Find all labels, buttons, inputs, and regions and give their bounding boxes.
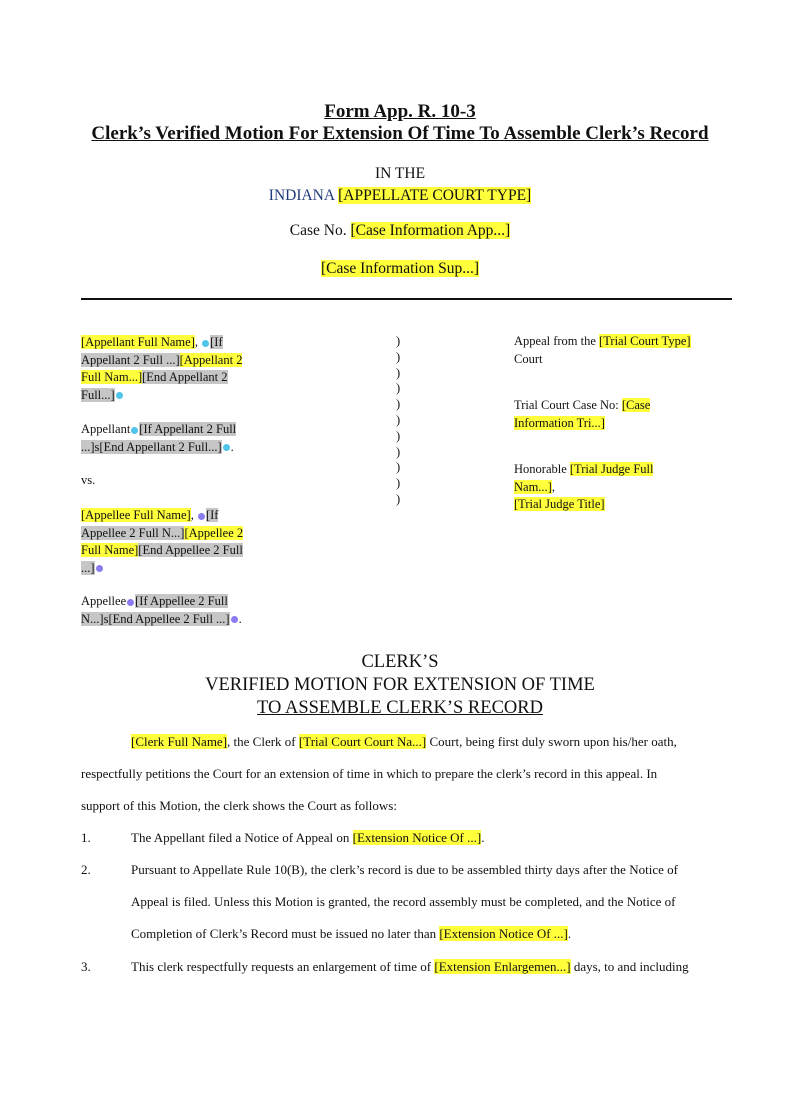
court-line bbox=[0, 187, 800, 205]
if-appellant2-field[interactable]: [If bbox=[210, 335, 223, 349]
paren: ) bbox=[396, 365, 401, 380]
trial-case-label: Trial Court Case No: bbox=[514, 398, 619, 412]
form-title-line2: Clerk’s Verified Motion For Extension Of Time To Assemble Clerk’s Record bbox=[91, 123, 709, 144]
cyan-marker-icon bbox=[223, 444, 230, 451]
paren: ) bbox=[396, 476, 401, 491]
purple-marker-icon bbox=[231, 616, 238, 623]
end-appellant2-s-field[interactable]: [End Appellant 2 Full...] bbox=[99, 439, 222, 454]
item-text: The Appellant filed a Notice of Appeal on bbox=[131, 830, 350, 845]
indiana-label: INDIANA bbox=[268, 187, 335, 204]
if-appellant2-s-field[interactable]: [If Appellant 2 Full bbox=[139, 422, 237, 436]
paren: ) bbox=[396, 334, 401, 348]
trial-case-block bbox=[514, 397, 729, 432]
item-number: 1. bbox=[81, 830, 91, 845]
case-no-label: Case No. bbox=[289, 222, 347, 239]
appellant-label-block bbox=[81, 421, 269, 456]
item-1 bbox=[131, 822, 732, 854]
heading-line3-text: TO ASSEMBLE CLERK’S RECORD bbox=[257, 698, 543, 718]
item-text: days, to and including bbox=[573, 959, 689, 974]
end-appellant2-field-cont[interactable]: Full...] bbox=[81, 387, 115, 402]
caption-parens bbox=[396, 334, 400, 508]
clerk-name-field[interactable]: [Clerk Full Name] bbox=[131, 734, 228, 749]
paren: ) bbox=[396, 412, 401, 427]
period: . bbox=[567, 926, 572, 941]
paren: ) bbox=[396, 444, 401, 459]
appellee2-name-field-cont[interactable]: Full Name] bbox=[81, 543, 139, 557]
court-type-field[interactable]: [APPELLATE COURT TYPE] bbox=[338, 187, 532, 204]
heading-line2: VERIFIED MOTION FOR EXTENSION OF TIME bbox=[205, 675, 595, 695]
case-info-app-field[interactable]: [Case Information App...] bbox=[350, 222, 511, 239]
in-the-label: IN THE bbox=[374, 165, 426, 182]
appellee-label-block bbox=[81, 593, 269, 628]
end-appellant2-field[interactable]: [End Appellant 2 bbox=[142, 370, 228, 384]
appeal-from-block bbox=[514, 333, 729, 368]
cyan-marker-icon bbox=[202, 340, 209, 347]
judge-block bbox=[514, 461, 729, 514]
if-appellant2-field-cont[interactable]: Appellant 2 Full ...] bbox=[81, 352, 180, 367]
item-text: This clerk respectfully requests an enlargement of time of bbox=[131, 959, 432, 974]
purple-marker-icon bbox=[127, 599, 134, 606]
case-info-sup-field[interactable]: [Case Information Sup...] bbox=[321, 260, 479, 277]
intro-paragraph bbox=[81, 726, 732, 822]
appellee-label: Appellee bbox=[81, 594, 127, 608]
item-3 bbox=[131, 951, 732, 983]
form-title-line1: Form App. R. 10-3 bbox=[324, 101, 476, 122]
end-appellee2-field-cont[interactable]: ...] bbox=[81, 560, 95, 575]
cyan-marker-icon bbox=[116, 392, 123, 399]
comma: , bbox=[551, 479, 555, 494]
appellee-full-name-field[interactable]: [Appellee Full Name] bbox=[81, 508, 191, 522]
paren: ) bbox=[396, 460, 401, 475]
end-appellee2-s-field[interactable]: [End Appellee 2 Full ...] bbox=[108, 611, 230, 626]
purple-marker-icon bbox=[96, 565, 103, 572]
paren: ) bbox=[396, 397, 401, 412]
intro-line3: support of this Motion, the clerk shows the Court as follows: bbox=[81, 798, 397, 813]
appellee-block bbox=[81, 507, 269, 577]
item-text: Completion of Clerk’s Record must be issued no later than bbox=[131, 926, 437, 941]
header-divider bbox=[81, 298, 732, 300]
paren: ) bbox=[396, 428, 401, 443]
if-appellee2-field-cont[interactable]: Appellee 2 Full N...] bbox=[81, 525, 185, 540]
honorable-label: Honorable bbox=[514, 462, 567, 476]
appellant-full-name-field[interactable]: [Appellant Full Name] bbox=[81, 335, 195, 349]
heading-line3 bbox=[0, 697, 800, 720]
period: . bbox=[230, 439, 234, 454]
appellant2-name-field[interactable]: [Appellant 2 bbox=[179, 352, 243, 367]
paren: ) bbox=[396, 491, 401, 506]
period: . bbox=[238, 611, 242, 626]
period: . bbox=[481, 830, 485, 845]
cyan-marker-icon bbox=[131, 427, 138, 434]
item-2-line3 bbox=[131, 918, 732, 950]
extension-enlargement-field[interactable]: [Extension Enlargemen...] bbox=[434, 959, 571, 974]
comma: , bbox=[190, 508, 194, 522]
extension-notice-field[interactable]: [Extension Notice Of ...] bbox=[439, 926, 568, 941]
item-number: 3. bbox=[81, 959, 91, 974]
intro-text: , the Clerk of bbox=[227, 734, 296, 749]
case-info-tri-field-cont[interactable]: Information Tri...] bbox=[514, 415, 605, 430]
case-sup-line bbox=[0, 260, 800, 278]
paren: ) bbox=[396, 349, 401, 364]
court-label: Court bbox=[514, 351, 543, 366]
case-number-line bbox=[0, 222, 800, 240]
if-appellant2-s-field-cont[interactable]: ...]s bbox=[81, 439, 100, 454]
comma: , bbox=[194, 335, 198, 349]
purple-marker-icon bbox=[198, 513, 205, 520]
item-2-line2: Appeal is filed. Unless this Motion is granted, the record assembly must be completed, and the Notice of bbox=[131, 894, 676, 909]
trial-court-type-field[interactable]: [Trial Court Type] bbox=[599, 334, 691, 348]
item-number: 2. bbox=[81, 862, 91, 877]
trial-judge-title-field[interactable]: [Trial Judge Title] bbox=[514, 497, 605, 511]
trial-judge-name-field[interactable]: [Trial Judge Full bbox=[569, 462, 654, 476]
if-appellee2-s-field[interactable]: [If Appellee 2 Full bbox=[135, 594, 228, 608]
appellant2-name-field-cont[interactable]: Full Nam...] bbox=[81, 370, 143, 384]
vs-label: vs. bbox=[81, 473, 96, 487]
extension-notice-field[interactable]: [Extension Notice Of ...] bbox=[352, 830, 482, 845]
trial-judge-name-field-cont[interactable]: Nam...] bbox=[514, 479, 552, 494]
appellant-label: Appellant bbox=[81, 422, 131, 436]
heading-line1: CLERK’S bbox=[361, 652, 439, 672]
if-appellee2-s-field-cont[interactable]: N...]s bbox=[81, 611, 109, 626]
appellee2-name-field[interactable]: [Appellee 2 bbox=[184, 525, 244, 540]
appeal-from-label: Appeal from the bbox=[514, 334, 596, 348]
item-2-line1: Pursuant to Appellate Rule 10(B), the clerk’s record is due to be assembled thirty days after the Notice of bbox=[131, 862, 678, 877]
if-appellee2-field[interactable]: [If bbox=[205, 508, 219, 522]
end-appellee2-field[interactable]: [End Appellee 2 Full bbox=[138, 543, 243, 557]
intro-text: Court, being first duly sworn upon his/her oath, bbox=[429, 734, 677, 749]
intro-line1 bbox=[81, 726, 732, 758]
case-info-tri-field[interactable]: [Case bbox=[621, 398, 651, 412]
intro-line2: respectfully petitions the Court for an extension of time in which to prepare the clerk’s record in this appeal. In bbox=[81, 766, 658, 781]
item-2 bbox=[131, 854, 732, 950]
appellant-block bbox=[81, 334, 269, 404]
paren: ) bbox=[396, 381, 401, 396]
trial-court-name-field[interactable]: [Trial Court Court Na...] bbox=[298, 734, 427, 749]
